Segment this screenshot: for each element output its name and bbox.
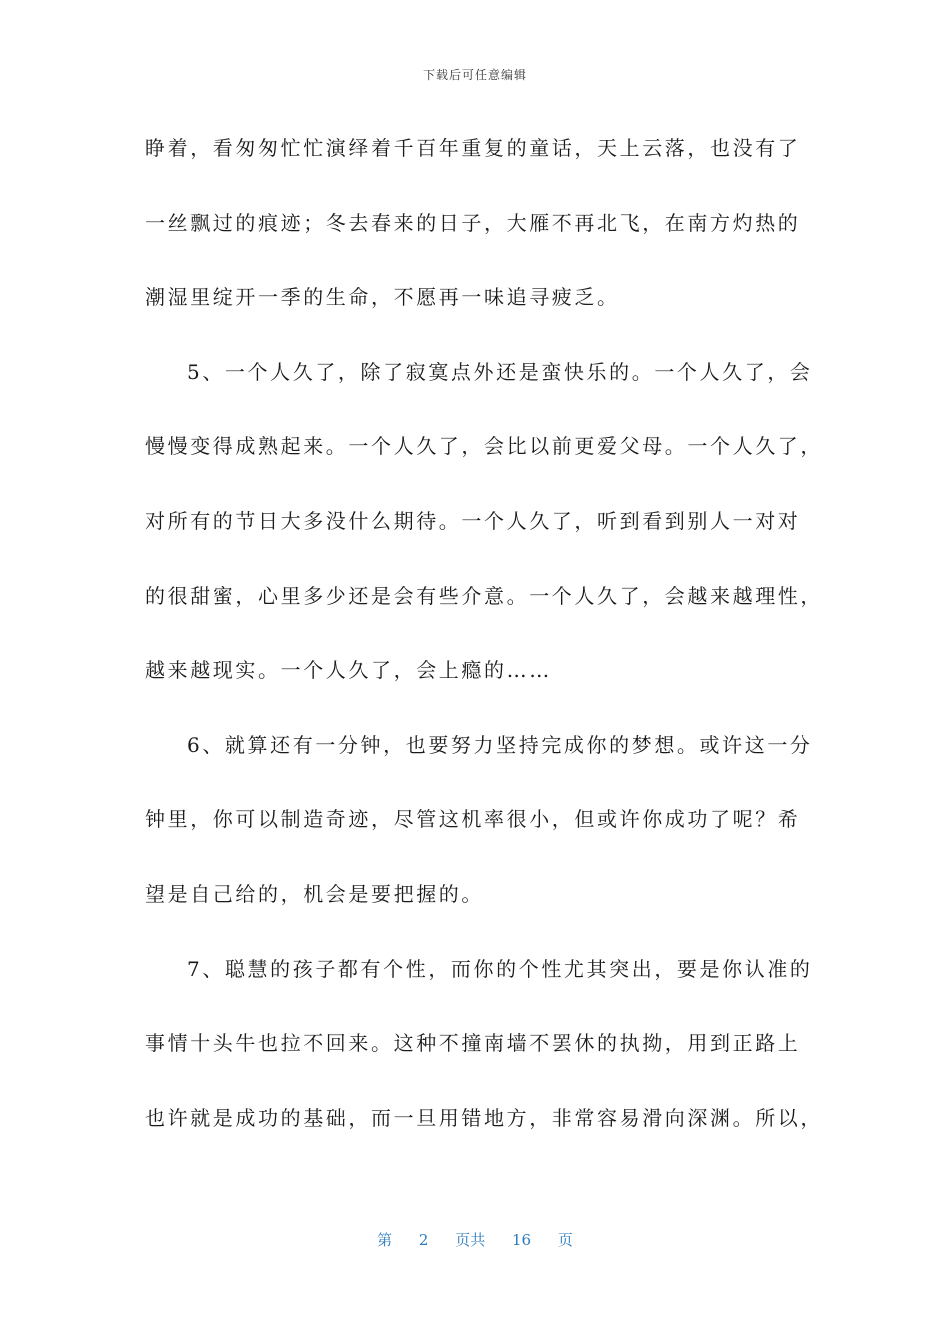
text-line-12: 7、聪慧的孩子都有个性，而你的个性尤其突出，要是你认准的 xyxy=(187,956,813,981)
footer-page-label: 第 xyxy=(377,1231,393,1249)
text-line-7: 的很甜蜜，心里多少还是会有些介意。一个人久了，会越来越理性， xyxy=(145,583,823,608)
text-line-9: 6、就算还有一分钟，也要努力坚持完成你的梦想。或许这一分 xyxy=(187,732,813,757)
text-line-13: 事情十头牛也拉不回来。这种不撞南墙不罢休的执拗，用到正路上 xyxy=(145,1031,801,1056)
page-header: 下载后可任意编辑 xyxy=(422,68,527,82)
text-line-1: 睁着，看匆匆忙忙演绎着千百年重复的童话，天上云落，也没有了 xyxy=(145,136,801,160)
document-body xyxy=(145,128,823,1172)
text-line-8: 越来越现实。一个人久了，会上瘾的…… xyxy=(145,658,552,683)
text-line-4: 5、一个人久了，除了寂寞点外还是蛮快乐的。一个人久了，会 xyxy=(187,359,813,384)
footer-page-suffix: 页共 xyxy=(455,1231,486,1249)
page-footer xyxy=(0,1229,950,1250)
text-line-6: 对所有的节日大多没什么期待。一个人久了，听到看到别人一对对 xyxy=(145,508,801,533)
text-line-5: 慢慢变得成熟起来。一个人久了，会比以前更爱父母。一个人久了， xyxy=(145,434,823,459)
text-line-10: 钟里，你可以制造奇迹，尽管这机率很小，但或许你成功了呢？希 xyxy=(145,807,801,832)
text-line-2: 一丝飘过的痕迹；冬去春来的日子，大雁不再北飞，在南方灼热的 xyxy=(145,210,801,235)
footer-total-suffix: 页 xyxy=(557,1231,573,1249)
text-line-11: 望是自己给的，机会是要把握的。 xyxy=(145,881,484,906)
text-line-14: 也许就是成功的基础，而一旦用错地方，非常容易滑向深渊。所以， xyxy=(145,1105,823,1130)
footer-page-number: 2 xyxy=(418,1231,429,1249)
footer-total-pages: 16 xyxy=(512,1231,532,1249)
text-line-3: 潮湿里绽开一季的生命，不愿再一味追寻疲乏。 xyxy=(145,285,620,310)
